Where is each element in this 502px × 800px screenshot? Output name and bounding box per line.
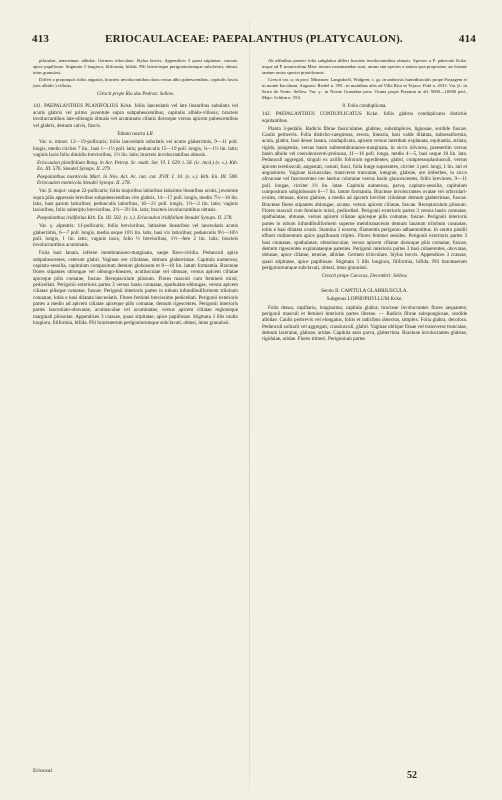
running-header xyxy=(32,33,476,49)
paragraph: Differt a propinquis foliis angustis, bracteis involucrantibus dorso extus albo pubescentibus, capitulis fuscis (nec albido-) villosis. xyxy=(33,77,238,89)
synonym: Paepalanthus monticola Mart. in Nov. Act. Ac. nat. cur. XVII. I. 10. (v. s.). Kth. En. III. 508. Eriocaulon monticola Steudel Synops. II. 278. xyxy=(37,174,238,187)
paragraph: pilosulae, tenerrimae, albidae. Germen triloculare. Stylus brevis. Appendices 3 quasi stipitatae, crassae, apice papillosae. Stigmata 3 longiora, filiformia, bifida. Pili bracteisque perigonioriumque subclavati, obtusi, intus granulosi. xyxy=(33,58,238,75)
subgenus-heading: Subgenus LOPHOPHYLLUM Kcke. xyxy=(326,296,403,303)
running-title: ERIOCAULACEAE: PAEPALANTHUS (PLATYCAULON). xyxy=(105,33,403,45)
subsection-heading: 8. Folia conduplicata. xyxy=(342,102,387,109)
subgenus-description: Folia densa, capillaria, longissima; capitula glabra; bracteae involucrantes flores aequantes; perigonii masculi et feminei interioris partes liberae. — Radicis fibrae subspongiosae, sordide albidae. Caulis perbrevis vel elongatus, foliis et radicibus obtectus, simplex. Folia glabra, decolora. Pedunculi solitarii vel aggregati, crassiusculi, glabri. Vaginae oblique fissae vel transverse truncatae, demum laceratae, glabrae, aridae. Capitula satis parva, glaberrima. Bracteae involucrantes glabrae, rigidulae, aridae. Flores trimeri. Perigonium partes xyxy=(262,304,467,343)
left-column xyxy=(33,58,238,763)
variety-beta: Var. β. major: usque 22-pollicaris; foliis majoribus latioribus latissime linearibus acutis, juventute supra pilis appressis brevibus subpubescentibus cito glabris, 14—17 poll. longis, medio 7½—16 lin. latis, basi parum latioribus; pedunculis latioribus, 16—21 poll. longis, 1½—2 lin. latis; vaginis laxioribus, folio suberiplo brevioribus, 2½—3½ lin. latis; bracteis involucrantibus obtusis. xyxy=(33,188,238,214)
variety-alpha: Var. α. minor: 12—19-pollicaris; foliis lanceolatis subulatis vel acutis glaberrimis, 9—11 poll. longis, medio circiter 7 lin., basi 1—1½ poll. latis; pedunculis 15—19 poll. longis, ¼—1½ lin. latis; vaginis laxis folio dimidio brevioribus, 1½ lin. latis; bracteis involucrantibus obtusis. xyxy=(33,139,238,158)
signature-mark: Eriocaul. xyxy=(33,768,54,774)
synonym: Paepalanthus iridifolius Kth. En. III. 502. (v. s.). Eriocaulon iridifolium Steudel Synops. II. 278. xyxy=(37,215,233,222)
locality-paragraph: Crescit var. α: in prov. Minarum: Langsdorff, Widgren; c. gr. in umbrosis humidiusculis prope Passagem et in monte Itacolumi, Augusto: Riedel n. 395.; in montibus altis ad Villa Rica et Tejuco: Pohl n. 2033. Var. β.: in Serra da Vento: Sellow. Var. γ.: in Novae Granadae prov. Ocana prope Portama in alt. 9000—10000 ped., Majo: Schlim n. 554. xyxy=(262,77,467,101)
page-number-right: 414 xyxy=(458,33,476,45)
variety-gamma: Var. γ. alpestris: 11-pollicaris; foliis brevioribus, latissime linearibus vel lanceolatis acutis glaberrimis, 6—7 poll. longis, medio usque 10½ lin. latis, basi vix latioribus; pedunculis 9½—10½ poll. longis, 1 lin. latis; vaginis laxis, folio ½ brevioribus, 1½—fere 2 lin. latis; bracteis involucrantibus acuminatis. xyxy=(33,223,238,249)
page-number-left: 413 xyxy=(32,33,50,45)
plate-reference: Tabula nostra LII. xyxy=(116,130,155,137)
paragraph: Ab affinibus praeter folia subglabra differt bracteis involucrantibus obtusis. Species a P. pubeculo Kcke. usque ad P. monticolum Mart. iterum examinandae sunt, utrum sint species a natura ipsa propositae, an formae tantum unius speciei proteiformis. xyxy=(262,58,467,75)
page-fold xyxy=(249,20,250,790)
species-entry: 142. PAEPALANTHUS CONDUPLICATUS Kcke. foliis glabris conduplicatis distichis equitantibus. xyxy=(262,111,467,124)
description: Planta 3-pedalis. Radicis fibrae fasciculatae, glabrae, subsimplices, lignosae, sordide fuscae. Caulis perbrevis. Folia disticho-caespitosa, erecta, linearia, basi valde dilatata, subsessiformia, acuta, glabra, basi dense lanata, conduplicata, apicem versus interdum explanata, equitantia, striata, rigida, pungentia, versus basin submembranaceo-marginata, in sicco olivacea, praesertim versus basin albido vel coeruleoscenti-pruinosa, 11—16 poll. longa, medio 4—5, basi usque 18 lin. lata. Pedunculi aggregati, singuli ex axillis foliorum egredientes, glabri, compressoplaniusculi, versus apicem teretiusculi, angustati, costati, fusci, folia longe superantes, circiter 3 ped. longi, 1 lin. lati et angustiores. Vaginae laxiusculae, transverse truncatae, integrae, glabrae, ore imberbes, in sicco olivaceae vel fuscescentes ore laetius coloratae versus basin glaucescentes, foliis breviores, 9—11 poll. longae, circiter 1½ lin. latae. Capitula numerosa, parva, capitato-sessilia, capitulum compositum subglobosum 6—7 lin. latum formantia. Bracteae involucrantes ovatae vel orbiculari-ovales, obtusae, dorso glabrae, a medio ad apicem breviter ciliolatae demum glaberrimae, fuscae. Bracteae flores stipantes oblongae, acutae, versus apicem ciliatae, fuscae. Receptaculum pilosum. Flores masculi cum femineis mixti, pedicellati. Perigonii exterioris partes 3 versus basin connatae, spathulatae, obtusae, versus apicem ciliatae apiceque pilis comatae, fuscae. Perigonii interioris partes in tubum infundibuliformem superne membranaceum demum lanatum trilobum connatae, lobis e basi dilatata ovatis. Stamina 3 exserta; filamentis perigonio adhaerentibus. In centro pistilli effoeti rudimentum apice papillosum triplex. Flores feminei sessiles. Perigonii exterioris partes 3 basi connatae, spathulatae, obtusiusculae, versus apicem ciliatae dorsoque pilis comatae, fuscae, demum rigescentes explanataeque patentes. Perigonii interioris partes 3 basi cohaerentes, obovatae, obtusae, apice ciliatae, tenerae, albidae. Germen triloculare. Stylus brevis. Appendices 3 crassae, quasi stipitatae, apice papillosae. Stigmata 3 illis longiora, filiformia, bifida. Pili bracteaerum perigoniorumque subclavati, obtusi, intus granulosi. xyxy=(262,125,467,272)
locality-note: Crescit prope Caracas, Decembri: Sellow. xyxy=(321,273,408,280)
signature-number: 52 xyxy=(407,770,417,781)
description: Folia basi lanata, inferne membranaceo-marginata, saepe flavo-viridia. Pedunculi apice subpubescentes, ceterum glabri. Vaginae ore ciliolatae, demum glaberrimae. Capitula numerosa, capitato-sessilia, capitulum compositum demum globosum et 8—10 lin. latum formantia. Bracteae flores stipantes oblongae vel oblongo-lineares, acutiusculae vel obtusae, versus apicem ciliatae apiceque pilis comatae, fuscae. Receptaculum pilosum. Flores masculi cum femineis mixti, pedicellati. Perigonii exterioris partes 3 versus basin connatae, spathulato-oblongae, versus apicem ciliatae pilisque comatae, fuscae. Perigonii interioris partes in tubum infundibuliformem trilobum connatae, lobis e basi dilatata lanceolatis. Flores feminei brevissime pedicellati. Perigonii exterioris partes a medio ad apicem ciliatae apiceque pilis comatae, demum rigescentes. Perigonii interioris partes lanceolato-obovatae, acutiusculae vel acuminatae, versus apicem ciliatae regioneque marginali pilosulae. Appendices 3 crassae, quasi stipitatae, apice papillosae. Stigmata 3 illis multo longiora, filiformia, bifida. Pili bracteaerum perigoniorumque subclavati, obtusi, intus granulosi. xyxy=(33,250,238,327)
section-heading: Sectio II. CAPITULA GLABRIUSCULA. xyxy=(321,287,408,294)
right-column xyxy=(262,58,467,770)
species-entry: 141. PAEPALANTHUS PLANIFOLIUS Kcke. foliis lanceolatis vel late linearibus subulatis vel acutis glabris vel primo juventute supra subpubescentibus; capitulis albido-villosis; bracteis involucrantibus late-oblongis obtusis vel acuminatis ciliatis dorsoque versus apicem pubescentibus vel glabris, demum calvis, fuscis. xyxy=(33,103,238,129)
locality-note: Crescit prope Rio das Pedras: Sellow. xyxy=(96,91,175,98)
synonym: Eriocaulon planifolium Bong. in Act. Petrop. Sc. math. Ser. VI. I. 629. t. 58. (ic. incd.) (v. s.). Kth. En. III. 576. Steudel Synops. II. 279. xyxy=(37,159,238,173)
